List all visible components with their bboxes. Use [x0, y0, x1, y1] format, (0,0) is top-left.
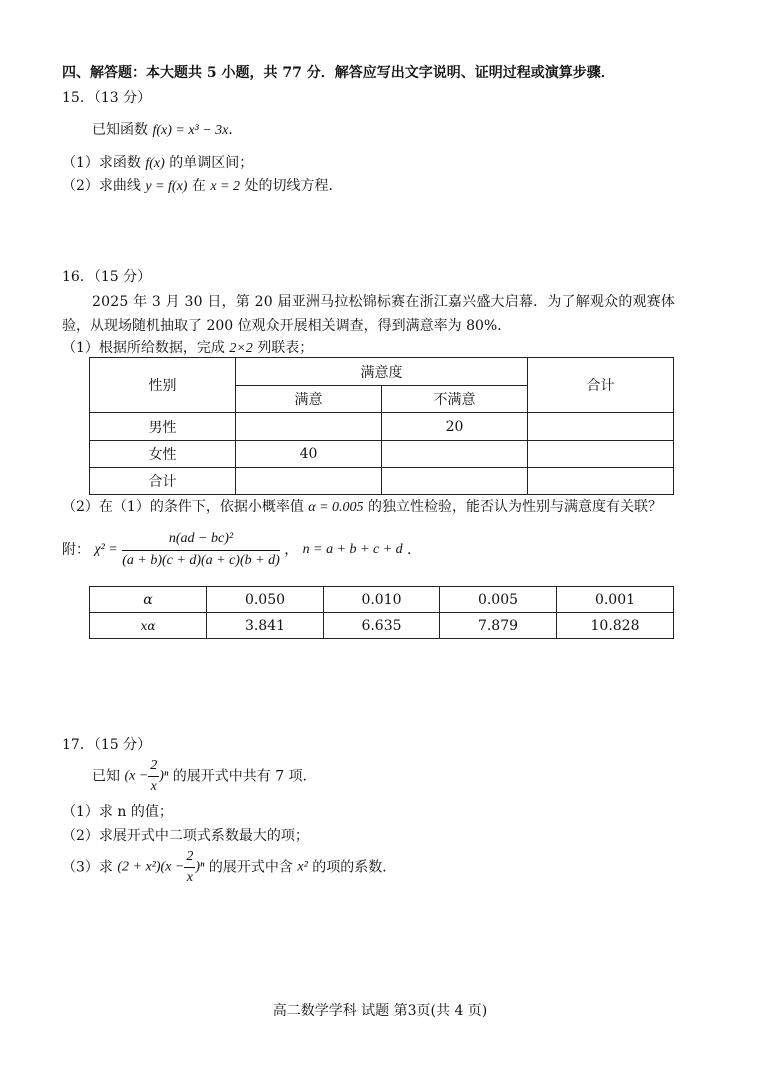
contingency-table — [89, 357, 674, 495]
q16-number: 16．（15 分） — [62, 269, 152, 285]
q17-stem-open: (x − — [124, 768, 149, 784]
q16-part1-math: 2×2 — [229, 341, 253, 356]
row-label-female: 女性 — [90, 441, 236, 468]
q15-part1-prefix: （1）求函数 — [62, 155, 146, 171]
cell-male-total — [528, 413, 674, 441]
page-footer: 高二数学学科 试题 第3页(共 4 页) — [272, 1003, 488, 1019]
n-def-separator: ， — [284, 541, 299, 558]
cell-total-total — [528, 468, 674, 495]
q16-part2-suffix: 的独立性检验，能否认为性别与满意度有关联？ — [363, 499, 663, 515]
q15-part1-suffix: 的单调区间； — [164, 155, 254, 171]
cell-total-unsatisfied — [382, 468, 528, 495]
row-label-male: 男性 — [90, 413, 236, 441]
chi-fraction — [122, 531, 280, 570]
q17-part3-math: x² — [297, 859, 308, 875]
cell-female-satisfied: 40 — [236, 441, 382, 468]
q17-number: 17．（15 分） — [62, 737, 152, 753]
q16-part1-suffix: 列联表； — [252, 340, 314, 356]
satisfied-header: 满意 — [236, 386, 382, 413]
q15-stem-suffix: ． — [228, 122, 243, 138]
q17-part3-frac-den: x — [186, 870, 193, 886]
q16-part2-math: α = 0.005 — [308, 500, 364, 515]
q15-part1 — [62, 156, 253, 171]
q17-part3-fraction — [184, 849, 195, 886]
q17-part3-suffix: 的项的系数． — [307, 859, 397, 876]
critical-value: 3.841 — [207, 613, 324, 639]
chi-lhs: χ² = — [94, 541, 118, 557]
gender-header: 性别 — [90, 358, 236, 413]
q17-stem-close: )ⁿ — [159, 768, 169, 784]
q17-part2: （2）求展开式中二项式系数最大的项； — [62, 828, 309, 844]
cell-female-unsatisfied — [382, 441, 528, 468]
chi-numerator: n(ad − bc)² — [122, 531, 280, 551]
total-header: 合计 — [528, 358, 674, 413]
q15-part2-math2: x = 2 — [210, 179, 241, 194]
critical-value: 7.879 — [440, 613, 557, 639]
satisfaction-header: 满意度 — [236, 358, 528, 386]
alpha-value: 0.005 — [440, 587, 557, 613]
q16-part1-prefix: （1）根据所给数据，完成 — [62, 340, 230, 356]
critical-value: 10.828 — [557, 613, 674, 639]
q16-part2 — [62, 500, 662, 515]
q15-part2-prefix: （2）求曲线 — [62, 178, 146, 194]
q15-part2-mid: 在 — [187, 178, 211, 194]
q17-part3-prefix: （3）求 — [62, 859, 118, 876]
q16-part2-prefix: （2）在（1）的条件下，依据小概率值 — [62, 499, 309, 515]
critical-value-table — [89, 586, 674, 639]
q15-part2 — [62, 179, 342, 194]
q15-stem — [92, 123, 242, 138]
q17-frac-den: x — [150, 779, 157, 795]
row-label-total: 合计 — [90, 468, 236, 495]
alpha-label: α — [90, 587, 207, 613]
q16-intro-line1: 2025 年 3 月 30 日，第 20 届亚洲马拉松锦标赛在浙江嘉兴盛大启幕．为了解观众的观赛体 — [92, 294, 676, 310]
chi-square-formula — [62, 531, 421, 570]
q17-fraction — [148, 758, 159, 795]
q17-stem — [92, 758, 317, 795]
q17-part3-close: )ⁿ — [195, 859, 205, 875]
appendix-label: 附： — [62, 541, 90, 558]
q17-part3-frac-num: 2 — [184, 849, 195, 868]
q17-part1: （1）求 n 的值； — [62, 804, 173, 820]
chi-denominator: (a + b)(c + d)(a + c)(b + d) — [122, 552, 280, 568]
q17-frac-num: 2 — [148, 758, 159, 777]
cell-male-satisfied — [236, 413, 382, 441]
cell-female-total — [528, 441, 674, 468]
alpha-value: 0.010 — [324, 587, 440, 613]
q15-stem-prefix: 已知函数 — [92, 122, 153, 138]
q17-part3 — [62, 849, 396, 886]
q17-stem-suffix: 的展开式中共有 7 项． — [168, 768, 317, 785]
n-definition: n = a + b + c + d — [302, 541, 403, 557]
critical-value: 6.635 — [324, 613, 440, 639]
q15-stem-math: f(x) = x³ − 3x — [152, 123, 229, 138]
q15-part1-math: f(x) — [145, 156, 165, 171]
unsatisfied-header: 不满意 — [382, 386, 528, 413]
q15-part2-suffix: 处的切线方程． — [240, 178, 343, 194]
cell-total-satisfied — [236, 468, 382, 495]
q17-stem-prefix: 已知 — [92, 768, 125, 785]
n-def-end: ． — [407, 541, 422, 558]
q15-part2-math1: y = f(x) — [145, 179, 188, 194]
alpha-value: 0.050 — [207, 587, 324, 613]
q17-part3-open: (2 + x²)(x − — [117, 859, 185, 875]
x-alpha-label: xα — [90, 613, 207, 639]
q17-part3-mid: 的展开式中含 — [204, 859, 298, 876]
alpha-value: 0.001 — [557, 587, 674, 613]
q15-number: 15．（13 分） — [62, 90, 152, 106]
section-heading: 四、解答题：本大题共 5 小题，共 77 分．解答应写出文字说明、证明过程或演算步骤． — [62, 65, 615, 81]
q16-intro-line2: 验，从现场随机抽取了 200 位观众开展相关调查，得到满意率为 80%． — [62, 318, 512, 334]
cell-male-unsatisfied: 20 — [382, 413, 528, 441]
q16-part1 — [62, 341, 313, 356]
